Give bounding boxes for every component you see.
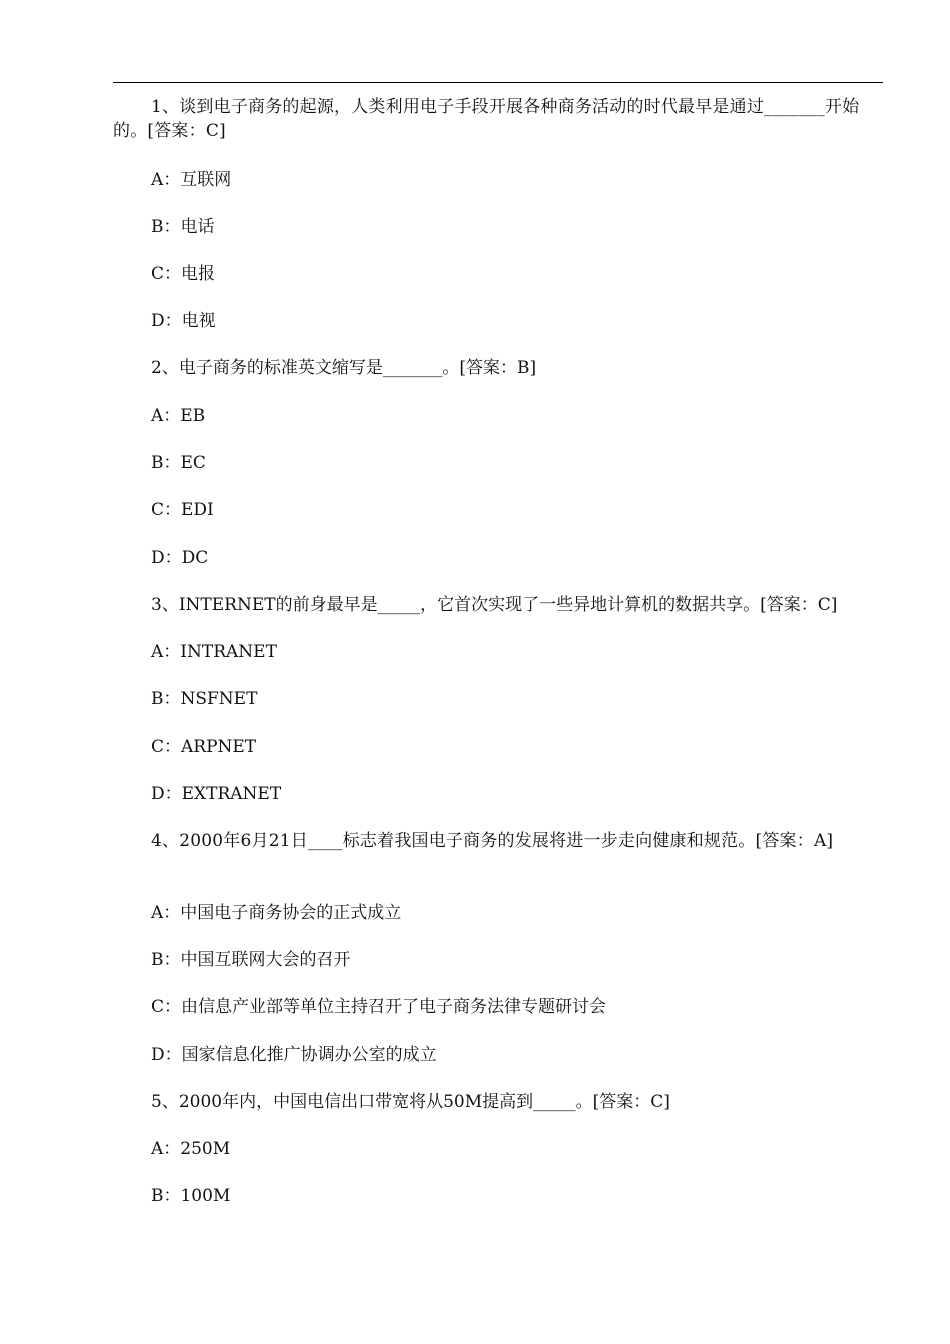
question-2-option-a: A：EB — [151, 406, 206, 426]
question-1-stem: 1、谈到电子商务的起源，人类利用电子手段开展各种商务活动的时代最早是通过_______开始的。[答案：C] — [113, 97, 860, 141]
question-3-option-c: C：ARPNET — [151, 737, 257, 757]
question-1-option-b: B：电话 — [151, 217, 215, 237]
question-3-option-d: D：EXTRANET — [151, 784, 282, 804]
question-5-stem: 5、2000年内，中国电信出口带宽将从50M提高到_____。[答案：C] — [151, 1092, 670, 1112]
question-2-stem: 2、电子商务的标准英文缩写是_______。[答案：B] — [151, 358, 537, 378]
question-3-stem: 3、INTERNET的前身最早是_____，它首次实现了一些异地计算机的数据共享。[答案：C] — [151, 595, 838, 615]
question-3-option-b: B：NSFNET — [151, 689, 258, 709]
question-4-option-a: A：中国电子商务协会的正式成立 — [151, 903, 402, 923]
question-2-option-b: B：EC — [151, 453, 206, 473]
question-4-option-c: C：由信息产业部等单位主持召开了电子商务法律专题研讨会 — [151, 997, 607, 1017]
question-4-option-b: B：中国互联网大会的召开 — [151, 950, 351, 970]
question-3-option-a: A：INTRANET — [151, 642, 277, 662]
question-5-option-b: B：100M — [151, 1186, 231, 1206]
question-4-option-d: D：国家信息化推广协调办公室的成立 — [151, 1045, 437, 1065]
header-rule — [113, 82, 883, 83]
question-2-option-c: C：EDI — [151, 500, 214, 520]
question-1-option-a: A：互联网 — [151, 170, 232, 190]
question-4-stem: 4、2000年6月21日____标志着我国电子商务的发展将进一步走向健康和规范。[答案：A] — [151, 831, 834, 851]
question-1-option-d: D：电视 — [151, 311, 216, 331]
question-2-option-d: D：DC — [151, 548, 209, 568]
question-5-option-a: A：250M — [151, 1139, 231, 1159]
question-1-option-c: C：电报 — [151, 264, 216, 284]
